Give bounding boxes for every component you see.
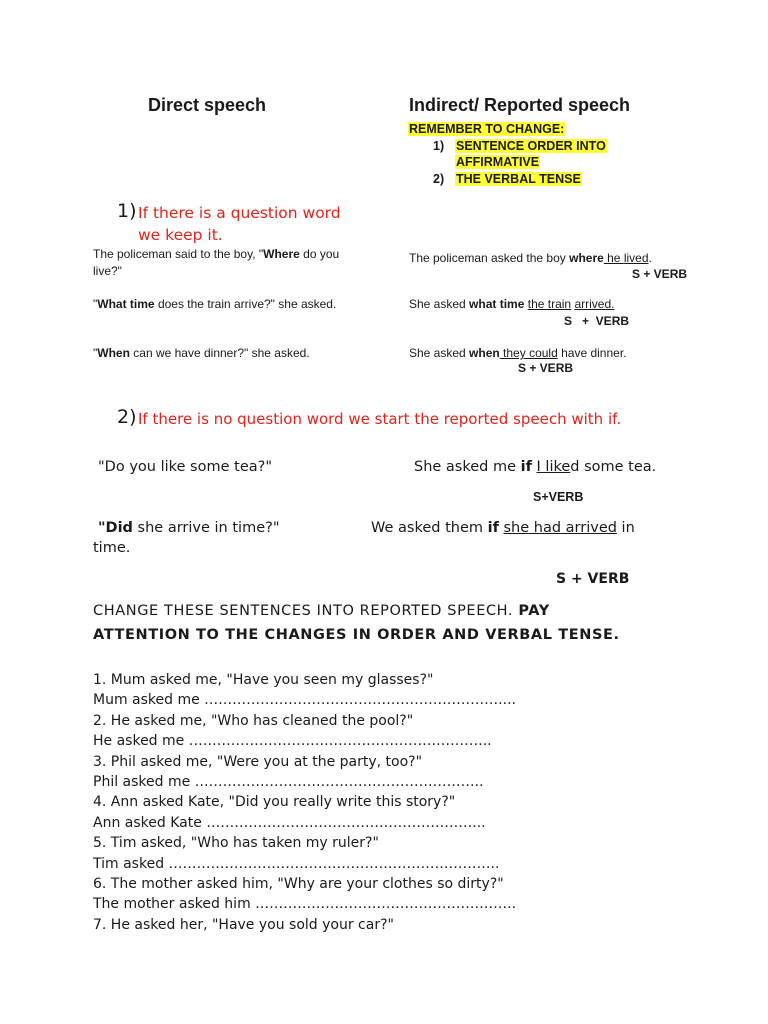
remember-item-1-line1: SENTENCE ORDER INTO <box>456 139 606 153</box>
direct-speech-heading: Direct speech <box>148 95 267 115</box>
reported-example-2: She asked what time the train arrived. <box>409 297 615 311</box>
direct-example-3: "When can we have dinner?" she asked. <box>93 346 310 360</box>
formula-3: S + VERB <box>518 361 574 375</box>
example-5-wrap: time. <box>93 540 131 556</box>
reported-example-5: We asked them if she had arrived in <box>371 520 635 536</box>
exercise-line: 5. Tim asked, "Who has taken my ruler?" <box>93 835 379 852</box>
direct-example-5: "Did she arrive in time?" <box>98 520 280 536</box>
direct-example-1: The policeman said to the boy, "Where do you live?" <box>93 247 340 278</box>
rule-1-text: If there is a question word <box>138 204 341 222</box>
exercise-line: 7. He asked her, "Have you sold your car?" <box>93 916 394 933</box>
remember-item-1-line2: AFFIRMATIVE <box>456 155 540 169</box>
exercise-line: 3. Phil asked me, "Were you at the party, too?" <box>93 753 423 770</box>
exercise-answer-line: He asked me ……………………………………………………….. <box>93 733 492 750</box>
exercise-title-2: ATTENTION TO THE CHANGES IN ORDER AND VERBAL TENSE. <box>93 627 620 643</box>
reported-example-4: She asked me if I liked some tea. <box>414 459 657 475</box>
exercise-answer-line: Phil asked me …………………………………………………….. <box>93 774 484 791</box>
remember-item-1: 1) <box>433 139 445 153</box>
reported-example-3: She asked when they could have dinner. <box>409 346 627 360</box>
reported-example-1: The policeman asked the boy where he lived. <box>409 251 652 265</box>
formula-4: S+VERB <box>533 490 584 504</box>
formula-2: S + VERB <box>564 314 630 328</box>
formula-1: S + VERB <box>632 267 688 281</box>
rule-2-number: 2) <box>117 406 137 428</box>
exercise-answer-line: The mother asked him ……………………………………………….. <box>93 896 517 913</box>
exercise-line: 1. Mum asked me, "Have you seen my glasses?" <box>93 672 434 688</box>
rule-1-number: 1) <box>117 200 137 222</box>
exercise-answer-line: Ann asked Kate …………………………………………………... <box>93 814 486 831</box>
formula-5: S + VERB <box>556 571 630 587</box>
exercise-line: 4. Ann asked Kate, "Did you really write this story?" <box>93 794 456 811</box>
remember-item-2: 2) <box>433 172 445 186</box>
indirect-speech-heading: Indirect/ Reported speech <box>409 95 631 115</box>
exercise-list <box>93 670 516 935</box>
exercise-answer-line: Tim asked …………………………………………………………….. <box>93 855 500 872</box>
direct-example-4: "Do you like some tea?" <box>98 459 272 475</box>
exercise-title: CHANGE THESE SENTENCES INTO REPORTED SPEECH. PAY <box>93 603 550 619</box>
exercise-line: 6. The mother asked him, "Why are your clothes so dirty?" <box>93 876 504 893</box>
rule-1-text-2: we keep it. <box>138 226 223 244</box>
remember-item-2-line1: THE VERBAL TENSE <box>456 172 581 186</box>
rule-2-text: If there is no question word we start the reported speech with if. <box>138 410 622 428</box>
direct-example-2: "What time does the train arrive?" she asked. <box>93 297 337 311</box>
exercise-line: 2. He asked me, "Who has cleaned the pool?" <box>93 712 414 729</box>
exercise-answer-line: Mum asked me ……………………………………………………….... <box>93 692 516 709</box>
remember-title: REMEMBER TO CHANGE: <box>409 122 565 136</box>
